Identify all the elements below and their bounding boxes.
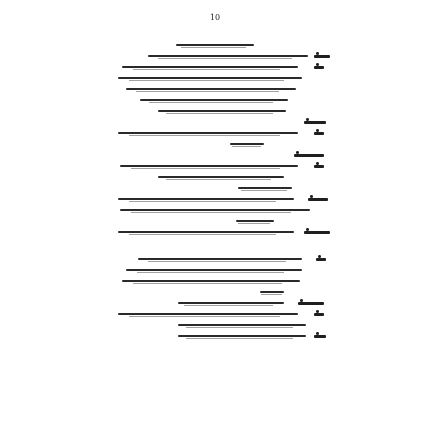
speaker-marker	[314, 55, 330, 58]
speaker-marker	[316, 258, 326, 261]
speaker-marker	[314, 132, 324, 135]
text-line	[122, 66, 298, 68]
speaker-marker	[314, 66, 324, 69]
text-line	[238, 187, 292, 189]
text-line	[120, 165, 298, 167]
text-line	[138, 258, 302, 260]
text-line	[236, 220, 274, 222]
text-line	[118, 77, 302, 79]
speaker-marker	[314, 313, 324, 316]
speaker-marker	[298, 302, 324, 305]
speaker-marker	[308, 198, 328, 201]
page-number: 10	[209, 13, 221, 22]
text-line	[158, 110, 286, 112]
text-line	[178, 302, 284, 304]
text-line	[118, 231, 294, 233]
speaker-marker	[304, 231, 330, 234]
speaker-marker	[314, 335, 326, 338]
speaker-marker	[294, 154, 324, 157]
text-line	[176, 44, 254, 46]
speaker-marker	[304, 121, 326, 124]
text-line	[118, 198, 294, 200]
text-line	[148, 55, 308, 57]
speaker-marker	[314, 165, 324, 168]
urdu-text-block	[118, 38, 338, 394]
text-line	[118, 132, 298, 134]
text-line	[122, 280, 300, 282]
text-line	[126, 269, 302, 271]
text-line	[118, 313, 298, 315]
text-line	[140, 99, 288, 101]
text-line	[158, 176, 284, 178]
text-line	[126, 88, 296, 90]
text-line	[230, 143, 264, 145]
text-line	[260, 291, 284, 293]
text-line	[178, 335, 306, 337]
text-line	[178, 324, 306, 326]
text-line	[120, 209, 310, 211]
